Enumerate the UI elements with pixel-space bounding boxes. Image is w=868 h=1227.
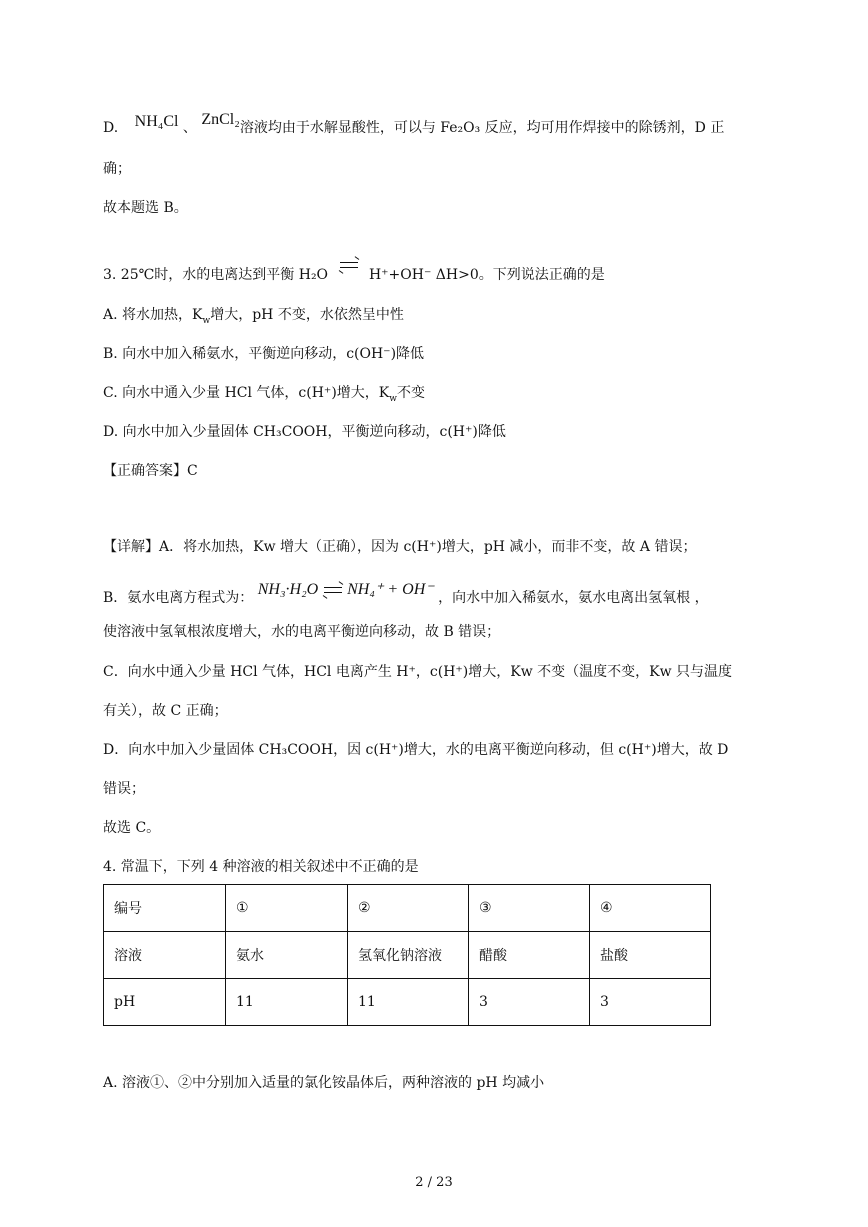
explanation-c: C．向水中通入少量 HCl 气体，HCl 电离产生 H⁺，c(H⁺)增大，Kw 不变（温度不变，Kw 只与温度: [103, 664, 733, 680]
explanation-c-cont: 有关），故 C 正确；: [103, 703, 228, 719]
subscript: w: [389, 393, 397, 404]
question-3-text-a: 3. 25℃时，水的电离达到平衡 H₂O: [103, 267, 329, 283]
equation-left: NH₃·H₂O: [257, 581, 319, 598]
q3-option-a-text: A. 将水加热，K: [103, 307, 203, 323]
conclusion-text: 故本题选 B。: [103, 200, 188, 216]
equation-right: NH₄⁺ + OH⁻: [347, 581, 434, 598]
question-4-stem: 4. 常温下，下列 4 种溶液的相关叙述中不正确的是: [103, 859, 419, 875]
table-cell: 3: [590, 979, 711, 1026]
q3-option-c-text: C. 向水中通入少量 HCl 气体，c(H⁺)增大，K: [103, 385, 390, 401]
explanation-b-text: B．氨水电离方程式为：: [103, 590, 254, 606]
table-cell: 11: [226, 979, 348, 1026]
table-cell: 氢氧化钠溶液: [348, 932, 469, 979]
formula-nh4cl: NH₄Cl: [134, 113, 179, 130]
table-row: [104, 932, 711, 979]
explanation-a: 【详解】A．将水加热，Kw 增大（正确），因为 c(H⁺)增大，pH 减小，而非不变，故 A 错误；: [103, 539, 697, 555]
table-cell: 11: [348, 979, 469, 1026]
table-cell: pH: [104, 979, 226, 1026]
q3-option-b: B. 向水中加入稀氨水，平衡逆向移动，c(OH⁻)降低: [103, 346, 425, 362]
subscript: w: [202, 315, 211, 326]
option-d-text-cont: 确；: [103, 161, 131, 177]
q3-option-a: [103, 305, 404, 325]
page-number: 2 / 23: [415, 1175, 453, 1190]
explanation-d-cont: 错误；: [103, 781, 145, 797]
explanation-b: [103, 581, 709, 608]
table-cell: ①: [226, 885, 348, 932]
option-d-line: [103, 111, 725, 138]
question-3-text-b: H⁺+OH⁻ ΔH>0。下列说法正确的是: [368, 267, 605, 283]
correct-answer: 【正确答案】C: [103, 463, 198, 479]
q4-option-a: A. 溶液①、②中分别加入适量的氯化铵晶体后，两种溶液的 pH 均减小: [103, 1075, 545, 1091]
separator: 、: [182, 120, 197, 136]
formula-zncl2: ZnCl₂: [201, 111, 240, 128]
table-cell: ③: [469, 885, 590, 932]
table-cell: 编号: [104, 885, 226, 932]
conclusion-text-2: 故选 C。: [103, 820, 161, 836]
option-d-text: 溶液均由于水解显酸性，可以与 Fe₂O₃ 反应，均可用作焊接中的除锈剂，D 正: [239, 120, 725, 136]
explanation-b-tail: ，向水中加入稀氨水，氨水电离出氢氧根 ，: [438, 590, 709, 606]
explanation-d: D．向水中加入少量固体 CH₃COOH，因 c(H⁺)增大，水的电离平衡逆向移动，但 c(H⁺)增大，故 D: [103, 742, 729, 758]
q3-option-d: D. 向水中加入少量固体 CH₃COOH，平衡逆向移动，c(H⁺)降低: [103, 424, 506, 440]
table-cell: 3: [469, 979, 590, 1026]
table-cell: 盐酸: [590, 932, 711, 979]
question-3-stem: [103, 265, 605, 285]
table-cell: 溶液: [104, 932, 226, 979]
option-label: D.: [103, 120, 119, 136]
table-cell: ④: [590, 885, 711, 932]
table-row: [104, 885, 711, 932]
q3-option-c: [103, 383, 425, 403]
table-cell: 氨水: [226, 932, 348, 979]
explanation-b-cont: 使溶液中氢氧根浓度增大，水的电离平衡逆向移动，故 B 错误；: [103, 624, 501, 640]
table-cell: ②: [348, 885, 469, 932]
q3-option-a-rest: 增大，pH 不变，水依然呈中性: [210, 307, 404, 323]
table-cell: 醋酸: [469, 932, 590, 979]
equilibrium-arrow-icon: [323, 580, 343, 600]
q3-option-c-rest: 不变: [396, 385, 425, 401]
table-row: [104, 979, 711, 1026]
solution-table: [103, 884, 711, 1026]
equilibrium-arrow-icon: [339, 255, 359, 275]
